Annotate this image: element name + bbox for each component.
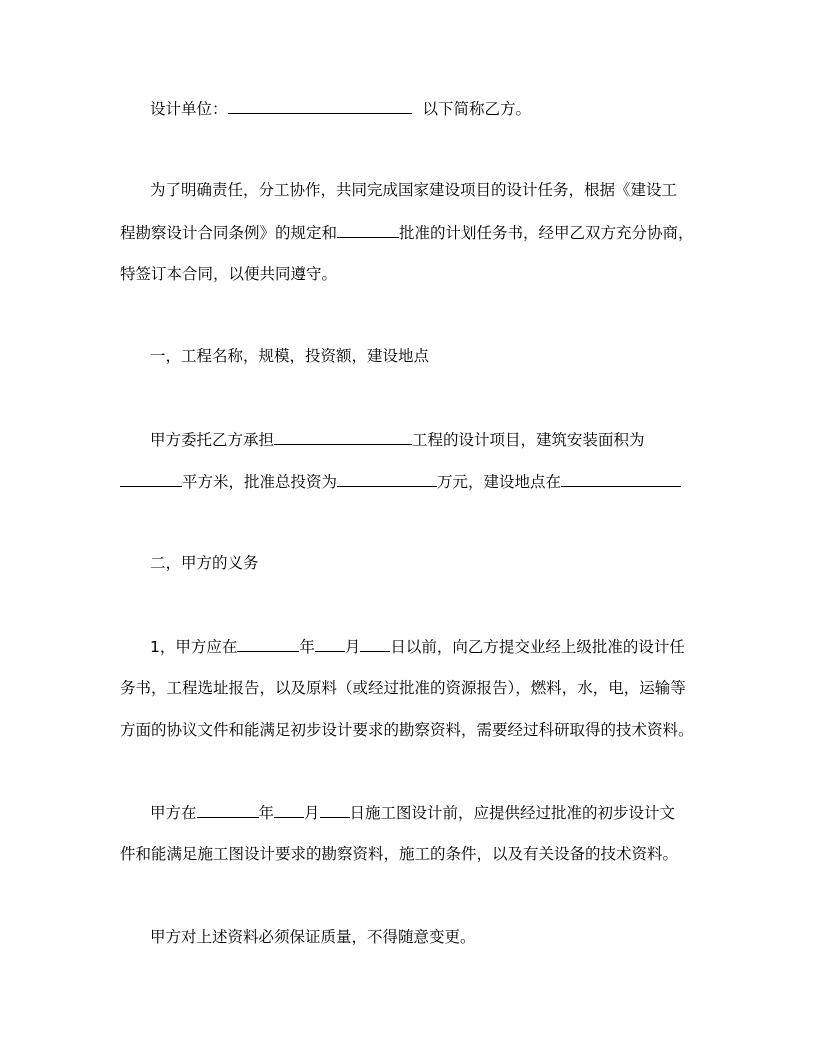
p1-month-blank[interactable] xyxy=(315,636,345,652)
p2-line-2: 件和能满足施工图设计要求的勘察资料，施工的条件，以及有关设备的技术资料。 xyxy=(120,845,679,863)
intro-line-3: 特签订本合同，以便共同遵守。 xyxy=(120,265,338,283)
intro-text-2b: 批准的计划任务书，经甲乙双方充分协商， xyxy=(399,224,694,242)
p3-line: 甲方对上述资料必须保证质量，不得随意变更。 xyxy=(150,928,476,946)
investment-blank[interactable] xyxy=(337,471,437,487)
p2-text-b: 日施工图设计前，应提供经过批准的初步设计文 xyxy=(349,804,676,822)
designer-label: 设计单位： xyxy=(150,100,228,118)
p1-line-2: 务书，工程选址报告，以及原料（或经过批准的资源报告），燃料，水，电，运输等 xyxy=(120,679,686,697)
p2-line-1 xyxy=(150,802,675,822)
p1-text-b: 日以前，向乙方提交业经上级批准的设计任 xyxy=(390,638,685,656)
p2-month-blank[interactable] xyxy=(274,802,304,818)
section2-title: 二，甲方的义务 xyxy=(150,554,259,572)
p1-year-label: 年 xyxy=(299,638,315,656)
s1-text-b: 工程的设计项目，建筑安装面积为 xyxy=(412,431,645,449)
section1-title: 一，工程名称，规模，投资额，建设地点 xyxy=(150,347,430,365)
s1-text-c: 平方米，批准总投资为 xyxy=(182,473,338,491)
p1-month-label: 月 xyxy=(344,638,361,656)
designer-line xyxy=(150,98,531,118)
s1-text-d: 万元，建设地点在 xyxy=(437,473,562,491)
s1-text-a: 甲方委托乙方承担 xyxy=(150,431,275,449)
p2-text-a: 甲方在 xyxy=(150,804,197,822)
project-name-blank[interactable] xyxy=(274,429,412,445)
p1-year-blank[interactable] xyxy=(237,636,299,652)
s1-line-2 xyxy=(120,471,681,491)
p1-line-1 xyxy=(150,636,685,656)
intro-line-1: 为了明确责任，分工协作，共同完成国家建设项目的设计任务，根据《建设工 xyxy=(150,181,678,199)
p1-day-blank[interactable] xyxy=(360,636,390,652)
designer-blank[interactable] xyxy=(228,98,412,114)
s1-line-1 xyxy=(150,429,645,449)
location-blank[interactable] xyxy=(561,471,681,487)
intro-line-2 xyxy=(120,222,694,242)
p2-month-label: 月 xyxy=(304,804,320,822)
p2-year-blank[interactable] xyxy=(197,802,259,818)
designer-suffix: 以下简称乙方。 xyxy=(422,100,531,118)
intro-text-2a: 程勘察设计合同条例》的规定和 xyxy=(120,224,338,242)
p2-year-label: 年 xyxy=(258,804,275,822)
p1-line-3: 方面的协议文件和能满足初步设计要求的勘察资料，需要经过科研取得的技术资料。 xyxy=(120,721,694,739)
p1-text-a: 1，甲方应在 xyxy=(150,638,238,656)
approver-blank[interactable] xyxy=(337,222,399,238)
p2-day-blank[interactable] xyxy=(320,802,350,818)
area-blank[interactable] xyxy=(120,471,182,487)
